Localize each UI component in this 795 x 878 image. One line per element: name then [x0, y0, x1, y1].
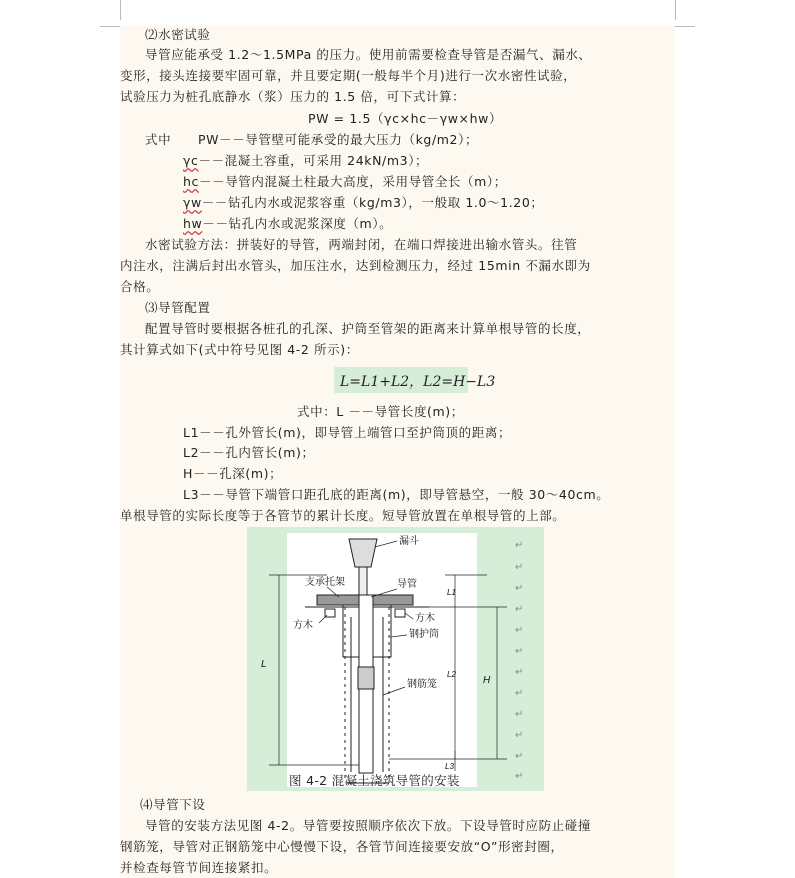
- definition-text: －－钻孔内水或泥浆深度（m）。: [202, 216, 393, 231]
- leader-cage: [383, 687, 405, 695]
- symbol-hw: hw: [183, 216, 203, 231]
- leader-casing: [391, 635, 407, 637]
- paragraph-line: 试验压力为桩孔底静水（浆）压力的 1.5 倍，可下式计算：: [120, 89, 466, 104]
- label-casing: 钢护筒: [409, 629, 439, 640]
- label-L: L: [261, 659, 267, 670]
- paragraph-line: 水密试验方法：拼装好的导管，两端封闭，在端口焊接进出输水管头。往管: [145, 237, 578, 252]
- figure-caption: 图 4-2 混凝土浇筑导管的安装: [289, 773, 460, 788]
- definition-line: [183, 215, 392, 233]
- return-mark: ↵: [515, 771, 524, 782]
- funnel-neck: [359, 567, 367, 595]
- paragraph-line: 导管应能承受 1.2～1.5MPa 的压力。使用前需要检查导管是否漏气、漏水、: [145, 47, 592, 62]
- label-L1: L1: [447, 588, 456, 597]
- label-square-wood-right: 方木: [415, 613, 435, 624]
- return-mark: ↵: [515, 667, 524, 678]
- symbol-gamma-w: γw: [183, 195, 202, 210]
- definition-line: H－－孔深(m)；: [183, 466, 283, 481]
- label-square-wood-left: 方木: [293, 620, 313, 631]
- return-mark: ↵: [515, 709, 524, 720]
- corner-mark: [100, 26, 120, 27]
- symbol-hc: hc: [183, 174, 199, 189]
- return-mark: ↵: [515, 604, 524, 615]
- leader-funnel: [375, 541, 397, 547]
- return-mark: ↵: [515, 540, 524, 551]
- paragraph-line: 并检查每管节间连接紧扣。: [120, 860, 278, 875]
- section-heading: ⑷导管下设: [140, 797, 206, 812]
- section-heading: ⑶导管配置: [145, 300, 211, 315]
- paragraph-line: 钢筋笼，导管对正钢筋笼中心慢慢下设，各管节间连接要安放“O”形密封圈，: [120, 839, 564, 854]
- formula-box: [334, 367, 496, 393]
- paragraph-line: 导管的安装方法见图 4-2。导管要按照顺序依次下放。下设导管时应防止碰撞: [145, 818, 591, 833]
- label-L3: L3: [445, 762, 454, 771]
- figure-4-2: [247, 527, 544, 791]
- label-support: 支承托架: [305, 577, 345, 588]
- paragraph-line: 变形，接头连接要牢固可靠，并且要定期(一般每半个月)进行一次水密性试验，: [120, 68, 577, 83]
- label-cage: 钢筋笼: [407, 679, 437, 690]
- definition-line: [183, 194, 543, 212]
- definition-line: L2－－孔内管长(m)；: [183, 445, 315, 460]
- definition-line: [183, 173, 507, 191]
- corner-mark: [675, 26, 695, 27]
- return-mark: ↵: [515, 751, 524, 762]
- return-mark: ↵: [515, 583, 524, 594]
- symbol-gamma-c: γc: [183, 153, 199, 168]
- definition-text: －－导管内混凝土柱最大高度，采用导管全长（m）；: [199, 174, 507, 189]
- pipe-installation-diagram: [247, 527, 544, 791]
- formula-length: L=L1+L2，L2=H−L3: [340, 374, 496, 390]
- pipe-joint: [358, 667, 374, 689]
- funnel-shape: [349, 539, 377, 567]
- return-mark: ↵: [515, 688, 524, 699]
- definition-text: －－钻孔内水或泥浆容重（kg/m3），一般取 1.0～1.20；: [201, 195, 544, 210]
- definition-line: L1－－孔外管长(m)，即导管上端管口至护筒顶的距离；: [183, 425, 512, 440]
- definition-line: [183, 152, 428, 170]
- return-mark: ↵: [515, 730, 524, 741]
- definition-line: L3－－导管下端管口距孔底的距离(m)，即导管悬空，一般 30～40cm。: [183, 487, 610, 502]
- corner-mark: [675, 0, 676, 20]
- where-label: 式中: [145, 132, 172, 147]
- paragraph-line: 单根导管的实际长度等于各管节的累计长度。短导管放置在单根导管的上部。: [120, 508, 566, 523]
- label-H: H: [483, 675, 491, 686]
- definition-text: －－混凝土容重，可采用 24kN/m3）；: [198, 153, 429, 168]
- corner-mark: [120, 0, 121, 20]
- label-L2: L2: [447, 670, 456, 679]
- paragraph-line: 内注水，注满后封出水管头，加压注水，达到检测压力，经过 15min 不漏水即为: [120, 258, 591, 273]
- return-mark: ↵: [515, 562, 524, 573]
- return-mark: ↵: [515, 625, 524, 636]
- square-wood-right-shape: [395, 609, 405, 617]
- definition-line: PW－－导管壁可能承受的最大压力（kg/m2）；: [198, 132, 479, 147]
- return-mark: ↵: [515, 646, 524, 657]
- paragraph-line: 合格。: [120, 279, 160, 294]
- where-line: 式中：L －－导管长度(m)；: [297, 404, 464, 419]
- leader-wood-left: [319, 615, 327, 623]
- section-heading: ⑵水密试验: [145, 27, 211, 42]
- leader-wood-right: [405, 613, 413, 619]
- label-pipe: 导管: [397, 579, 417, 590]
- paragraph-line: 配置导管时要根据各桩孔的孔深、护筒至管架的距离来计算单根导管的长度，: [145, 321, 591, 336]
- paragraph-line: 其计算式如下(式中符号见图 4-2 所示)：: [120, 342, 359, 357]
- label-funnel: 漏斗: [399, 536, 419, 547]
- formula-pw: PW = 1.5（γc×hc－γw×hw）: [308, 111, 503, 126]
